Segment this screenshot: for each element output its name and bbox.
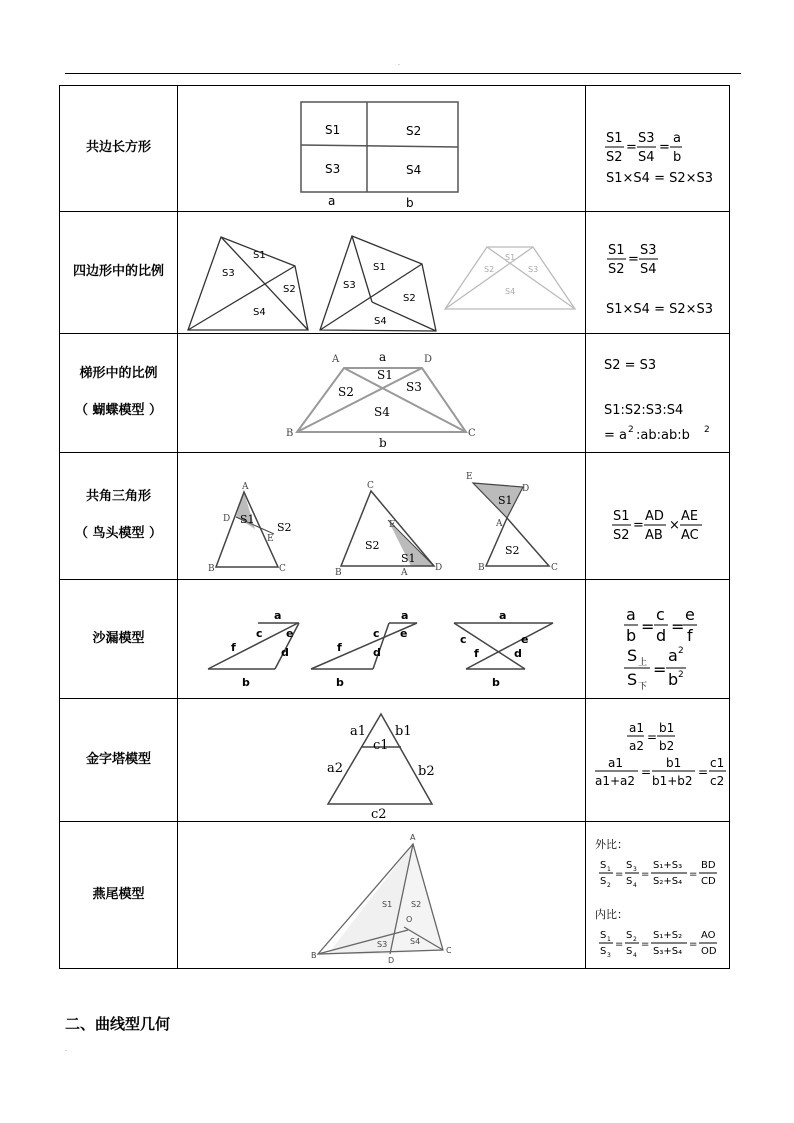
row-title: 四边形中的比例 (60, 212, 178, 334)
svg-text:a: a (328, 194, 336, 208)
svg-text:c: c (460, 633, 467, 646)
svg-text:S4: S4 (410, 937, 421, 946)
svg-text:2: 2 (633, 936, 637, 943)
table-row (60, 453, 730, 580)
formula-cell (586, 453, 730, 580)
formula (586, 86, 729, 211)
pyramid-figure (178, 699, 585, 821)
figure-cell (178, 86, 586, 212)
svg-text:a: a (499, 609, 507, 622)
svg-text:=: = (641, 617, 655, 636)
svg-text:b1+b2: b1+b2 (652, 774, 693, 788)
svg-text:S: S (626, 946, 633, 957)
svg-text:S1: S1 (613, 509, 630, 524)
svg-text:D: D (424, 354, 433, 365)
svg-text:S3: S3 (406, 380, 422, 394)
svg-text:c1: c1 (710, 756, 725, 770)
svg-text:S1: S1 (377, 368, 393, 382)
figure-cell (178, 580, 586, 699)
svg-text:a2: a2 (327, 761, 344, 776)
svg-text:AB: AB (645, 528, 663, 543)
formula-cell (586, 699, 730, 822)
svg-text:AE: AE (681, 509, 699, 524)
formula (586, 334, 729, 452)
figure-cell (178, 212, 586, 334)
svg-text:a: a (274, 609, 282, 622)
figure-cell (178, 453, 586, 580)
svg-text:S3: S3 (640, 243, 657, 258)
svg-text:b: b (406, 196, 414, 210)
svg-text:=: = (626, 140, 637, 155)
svg-text:e: e (685, 605, 695, 624)
quadrilateral-figure (178, 212, 585, 333)
svg-text:b: b (492, 676, 500, 689)
svg-text:S2: S2 (411, 900, 422, 909)
svg-text:C: C (367, 481, 374, 491)
svg-text:e: e (400, 627, 408, 640)
figure-cell (178, 822, 586, 969)
svg-text:C: C (446, 946, 452, 955)
svg-text:a1: a1 (350, 724, 367, 739)
svg-text:S3: S3 (638, 131, 655, 146)
svg-text:b: b (379, 436, 387, 450)
svg-text:2: 2 (678, 646, 684, 656)
svg-text:3: 3 (607, 952, 611, 959)
svg-text:=: = (628, 252, 639, 267)
svg-text:上: 上 (638, 658, 648, 668)
svg-text:=: = (615, 939, 624, 950)
svg-text:S₃+S₄: S₃+S₄ (653, 946, 683, 957)
svg-text:3: 3 (633, 866, 637, 873)
svg-text:S2: S2 (277, 521, 292, 534)
svg-text:S: S (600, 876, 607, 887)
svg-text:C: C (468, 428, 476, 439)
svg-text:=: = (671, 617, 685, 636)
svg-text:b1: b1 (666, 756, 682, 770)
row-title: 金字塔模型 (60, 699, 178, 822)
svg-text:S1: S1 (373, 262, 386, 273)
svg-text:a: a (673, 131, 681, 146)
formula-cell (586, 212, 730, 334)
svg-text:b1: b1 (395, 724, 412, 739)
svg-text:f: f (231, 641, 236, 654)
svg-text:E: E (267, 534, 274, 544)
svg-text:D: D (388, 956, 395, 965)
svg-text:b: b (336, 676, 344, 689)
svg-text:=: = (698, 765, 709, 779)
svg-text:S: S (626, 930, 633, 941)
svg-text:B: B (286, 428, 294, 439)
table-row (60, 580, 730, 699)
svg-text:b2: b2 (659, 739, 675, 753)
svg-text:内比：: 内比： (595, 908, 628, 921)
svg-text:c1: c1 (373, 738, 389, 753)
svg-text:a: a (626, 605, 636, 624)
svg-text:S₁+S₃: S₁+S₃ (653, 860, 683, 871)
svg-text:a1: a1 (608, 756, 623, 770)
svg-text:2: 2 (678, 670, 684, 680)
svg-text:S1: S1 (608, 243, 625, 258)
svg-text:2: 2 (628, 425, 634, 435)
svg-text:OD: OD (701, 946, 717, 957)
bird-head-figure (178, 453, 585, 579)
svg-text:=: = (641, 939, 650, 950)
svg-text:a2: a2 (629, 739, 644, 753)
svg-text:b: b (242, 676, 250, 689)
svg-text:a1+a2: a1+a2 (595, 774, 636, 788)
svg-text:S4: S4 (253, 307, 266, 318)
svg-text:S: S (600, 930, 607, 941)
svg-text:c: c (373, 627, 380, 640)
svg-text:AC: AC (681, 528, 699, 543)
butterfly-figure (178, 334, 585, 452)
svg-text:a: a (379, 350, 387, 364)
svg-text:S2: S2 (283, 284, 296, 295)
swallowtail-figure (178, 822, 585, 968)
svg-text:S4: S4 (640, 262, 657, 277)
svg-text:=: = (659, 140, 670, 155)
svg-text:S4: S4 (374, 405, 390, 419)
svg-text:S: S (626, 876, 633, 887)
svg-text:f: f (337, 641, 342, 654)
svg-text:c: c (256, 627, 263, 640)
svg-text:b: b (673, 150, 682, 165)
svg-text:S3: S3 (528, 265, 539, 274)
formula (586, 822, 729, 968)
header-mark: . (398, 60, 400, 67)
svg-text:S4: S4 (374, 316, 387, 327)
svg-text:S4: S4 (505, 287, 516, 296)
svg-text:E: E (389, 520, 396, 530)
svg-text:A: A (410, 833, 416, 842)
svg-text:S1×S4 = S2×S3: S1×S4 = S2×S3 (606, 302, 714, 317)
formula (586, 699, 729, 821)
svg-text:S2 = S3: S2 = S3 (604, 358, 657, 373)
svg-text:=: = (647, 730, 658, 744)
svg-text:S2: S2 (613, 528, 630, 543)
table-row (60, 86, 730, 212)
row-title: 梯形中的比例 （ 蝴蝶模型 ） (60, 334, 178, 453)
figure-cell (178, 334, 586, 453)
svg-text:c: c (656, 605, 665, 624)
svg-text:S1: S1 (240, 513, 255, 526)
svg-text:E: E (466, 472, 473, 482)
svg-text:AD: AD (645, 509, 664, 524)
table-row (60, 334, 730, 453)
hourglass-figure (178, 580, 585, 698)
svg-text:S3: S3 (377, 940, 388, 949)
svg-text:A: A (496, 519, 503, 529)
svg-text:S1: S1 (325, 123, 341, 137)
svg-text:B: B (478, 563, 485, 573)
svg-text:1: 1 (607, 936, 611, 943)
svg-text:S2: S2 (403, 293, 416, 304)
svg-text:a1: a1 (629, 721, 644, 735)
svg-text:d: d (656, 626, 667, 645)
svg-text:S2: S2 (606, 150, 623, 165)
section-heading: 二、曲线型几何 (65, 1015, 171, 1033)
svg-text:f: f (687, 626, 693, 645)
svg-text:B: B (311, 951, 317, 960)
header-rule (65, 73, 741, 74)
svg-text:×: × (669, 518, 680, 533)
svg-text:a: a (668, 646, 678, 665)
svg-text:= a: = a (604, 428, 627, 443)
svg-text:S1: S1 (498, 494, 513, 507)
svg-text:C: C (551, 563, 558, 573)
svg-text:4: 4 (633, 882, 637, 889)
svg-text:S: S (627, 670, 638, 689)
svg-text:d: d (373, 646, 381, 659)
table-row (60, 699, 730, 822)
svg-text:4: 4 (633, 952, 637, 959)
svg-text:c2: c2 (710, 774, 725, 788)
svg-text:=: = (633, 518, 644, 533)
row-title: 燕尾模型 (60, 822, 178, 969)
svg-text:D: D (223, 514, 231, 524)
svg-text:B: B (335, 568, 342, 578)
svg-text:e: e (286, 627, 294, 640)
svg-text:=: = (689, 939, 698, 950)
svg-text:S1: S1 (401, 552, 416, 565)
formula (586, 453, 729, 579)
formula-cell (586, 822, 730, 969)
svg-text:S3: S3 (222, 268, 235, 279)
svg-text:BD: BD (701, 860, 716, 871)
formula (586, 580, 729, 698)
geometry-model-table (59, 85, 730, 969)
formula (586, 212, 729, 333)
svg-text:b1: b1 (659, 721, 675, 735)
svg-text:S4: S4 (638, 150, 655, 165)
svg-text:S1: S1 (505, 253, 516, 262)
svg-text:S2: S2 (608, 262, 625, 277)
svg-text:S2: S2 (505, 544, 520, 557)
svg-text:S2: S2 (365, 539, 380, 552)
svg-text:S1: S1 (253, 250, 266, 261)
svg-text:S: S (626, 860, 633, 871)
table-row (60, 822, 730, 969)
svg-text:S: S (627, 646, 638, 665)
svg-text:S1:S2:S3:S4: S1:S2:S3:S4 (604, 403, 684, 418)
svg-text:CD: CD (701, 876, 716, 887)
footer-mark: . (65, 1046, 67, 1053)
row-title: 沙漏模型 (60, 580, 178, 699)
svg-text:e: e (521, 633, 529, 646)
svg-text:=: = (641, 765, 652, 779)
svg-text:S: S (600, 946, 607, 957)
table-row (60, 212, 730, 334)
figure-cell (178, 699, 586, 822)
svg-text:1: 1 (607, 866, 611, 873)
svg-text:A: A (242, 482, 249, 492)
svg-text:S3: S3 (325, 162, 341, 176)
svg-text:AO: AO (701, 930, 716, 941)
svg-text:B: B (208, 564, 215, 574)
svg-text:S1: S1 (382, 900, 393, 909)
svg-text:=: = (653, 660, 667, 679)
svg-text:=: = (641, 869, 650, 880)
svg-text:S1: S1 (606, 131, 623, 146)
svg-text:D: D (522, 484, 530, 494)
svg-text:b: b (626, 626, 637, 645)
svg-text::ab:ab:b: :ab:ab:b (636, 428, 690, 443)
svg-text:b: b (668, 670, 679, 689)
svg-text:2: 2 (607, 882, 611, 889)
svg-text:下: 下 (638, 682, 648, 692)
row-title: 共边长方形 (60, 86, 178, 212)
svg-text:S₂+S₄: S₂+S₄ (653, 876, 683, 887)
svg-text:A: A (332, 354, 340, 365)
svg-text:d: d (514, 647, 522, 660)
svg-text:S₁+S₂: S₁+S₂ (653, 930, 683, 941)
svg-text:C: C (279, 564, 286, 574)
formula-cell (586, 580, 730, 699)
svg-text:S: S (600, 860, 607, 871)
svg-text:A: A (401, 568, 408, 578)
svg-text:S2: S2 (484, 265, 495, 274)
svg-text:S3: S3 (343, 280, 356, 291)
svg-text:2: 2 (704, 425, 710, 435)
svg-text:f: f (474, 647, 479, 660)
formula-cell (586, 86, 730, 212)
svg-text:外比：: 外比： (595, 838, 628, 851)
svg-text:d: d (281, 646, 289, 659)
svg-text:b2: b2 (418, 764, 435, 779)
rectangle-figure (178, 86, 585, 211)
svg-text:S1×S4 = S2×S3: S1×S4 = S2×S3 (606, 171, 714, 186)
svg-text:a: a (401, 609, 409, 622)
svg-text:S2: S2 (406, 124, 422, 138)
svg-text:c2: c2 (371, 807, 387, 821)
svg-text:S4: S4 (406, 163, 422, 177)
row-title: 共角三角形 （ 鸟头模型 ） (60, 453, 178, 580)
svg-text:O: O (406, 915, 413, 924)
svg-text:D: D (435, 563, 443, 573)
svg-text:=: = (689, 869, 698, 880)
formula-cell (586, 334, 730, 453)
svg-text:=: = (615, 869, 624, 880)
svg-text:S2: S2 (338, 385, 354, 399)
